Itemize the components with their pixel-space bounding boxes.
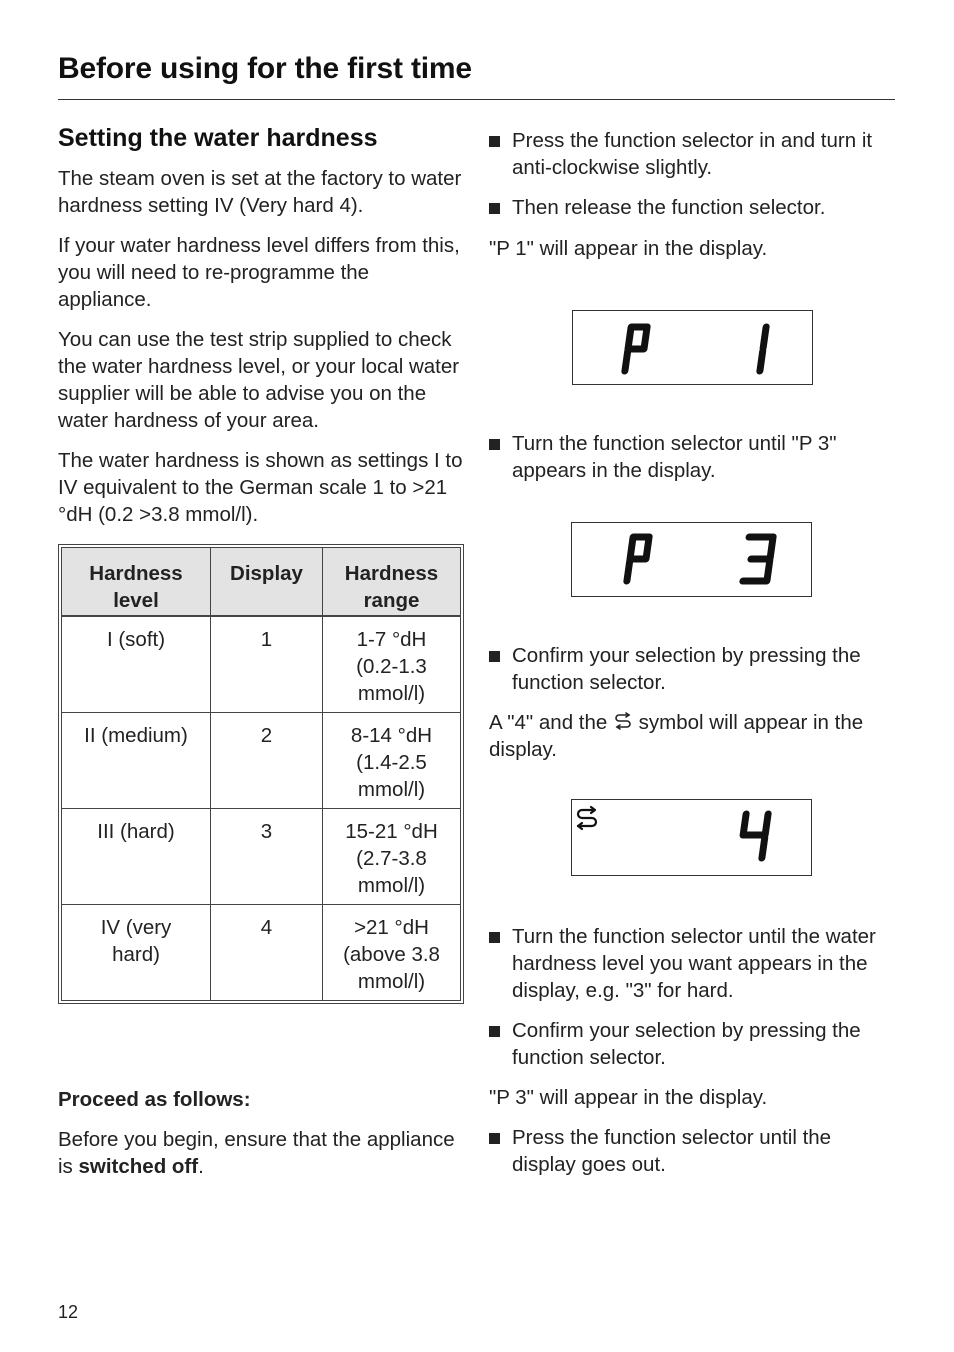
cell-range: >21 °dH (above 3.8 mmol/l) [323,905,461,1001]
step-turn-to-level: Turn the function selector until the water hardness level you want appears in the display, e.g. "3" for hard. [489,923,889,1004]
cell-display: 3 [211,809,323,905]
lcd-display-p1 [572,310,813,385]
cell-display: 2 [211,713,323,809]
step-press-selector: Press the function selector in and turn it anti-clockwise slightly. [489,127,889,181]
left-column [58,124,468,1193]
step-switch-off: Press the function selector until the display goes out. [489,1124,889,1178]
note-p1: "P 1" will appear in the display. [489,237,768,260]
lcd-digit-p [627,537,649,581]
cell-display: 1 [211,617,323,713]
lcd-display-p3 [571,522,812,597]
lcd-display-4 [571,799,812,876]
step-release-selector: Then release the function selector. [489,194,889,221]
cell-range: 15-21 °dH (2.7-3.8 mmol/l) [323,809,461,905]
cell-level: IV (very hard) [62,905,211,1001]
title-divider [58,99,895,100]
table-row [62,809,461,905]
lcd-digit-1 [760,327,766,371]
paragraph-factory-setting: The steam oven is set at the factory to water hardness setting IV (Very hard 4). [58,167,462,217]
lcd-water-hardness-symbol-icon [578,807,596,829]
bullet-square-icon [489,1026,500,1037]
note-p3: "P 3" will appear in the display. [489,1086,768,1109]
header-display: Display [211,548,323,616]
bullet-square-icon [489,1133,500,1144]
header-hardness-level: Hardness level [62,548,211,616]
paragraph-scale: The water hardness is shown as settings I to IV equivalent to the German scale 1 to >21 °dH (0.2 >3.8 mmol/l). [58,449,463,526]
table-row [62,713,461,809]
table-row [62,905,461,1001]
proceed-heading: Proceed as follows: [58,1088,251,1111]
hardness-table [58,544,464,1004]
step-confirm-p3: Confirm your selection by pressing the function selector. [489,642,889,696]
paragraph-test-strip: You can use the test strip supplied to check the water hardness level, or your local water supplier will be able to advise you on the water hardness of your area. [58,328,460,432]
bullet-square-icon [489,136,500,147]
right-column [489,127,889,1178]
header-hardness-range: Hardness range [323,548,461,616]
lcd-digit-3 [743,537,773,581]
section-heading: Setting the water hardness [58,124,378,152]
cell-display: 4 [211,905,323,1001]
note-symbol: A "4" and the symbol will appear in the display. [489,711,864,761]
cell-level: I (soft) [62,617,211,713]
step-confirm-level: Confirm your selection by pressing the function selector. [489,1017,889,1071]
page-number: 12 [58,1302,79,1322]
cell-range: 1-7 °dH (0.2-1.3 mmol/l) [323,617,461,713]
cell-range: 8-14 °dH (1.4-2.5 mmol/l) [323,713,461,809]
bullet-square-icon [489,651,500,662]
water-hardness-symbol-icon [613,712,633,732]
bullet-square-icon [489,203,500,214]
page-title: Before using for the first time [58,52,472,85]
step-turn-to-p3: Turn the function selector until "P 3" appears in the display. [489,430,889,484]
cell-level: II (medium) [62,713,211,809]
table-row [62,617,461,713]
lcd-digit-4 [740,814,768,858]
proceed-instruction: Before you begin, ensure that the appliance is switched off. [58,1128,455,1178]
bullet-square-icon [489,932,500,943]
cell-level: III (hard) [62,809,211,905]
lcd-digit-p [625,327,647,371]
paragraph-reprogramme: If your water hardness level differs from this, you will need to re-programme the appliance. [58,234,460,311]
bullet-square-icon [489,439,500,450]
